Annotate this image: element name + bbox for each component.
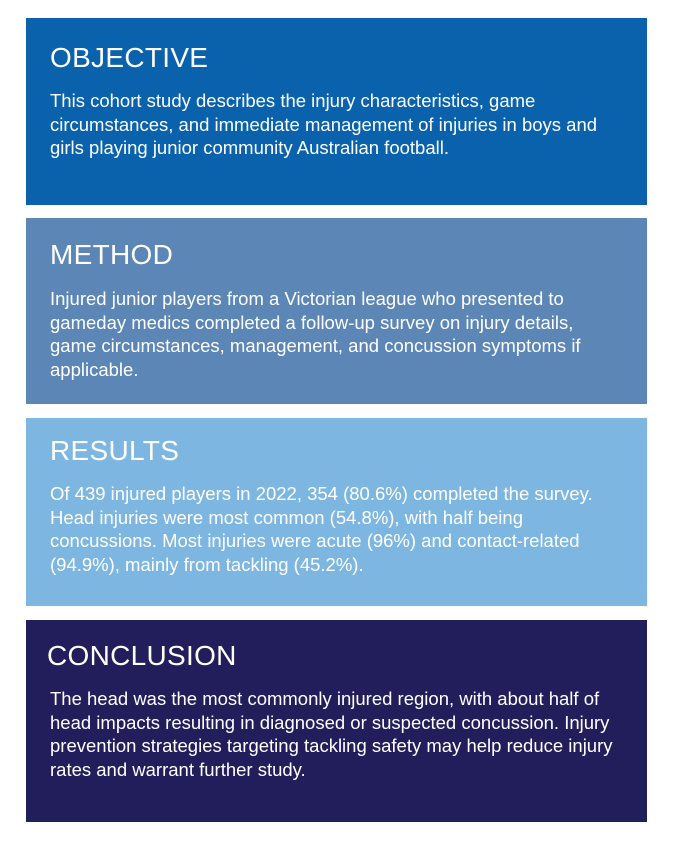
results-text: Of 439 injured players in 2022, 354 (80.6%) completed the survey. Head injuries were most common (54.8%), with half being concussions. Most injuries were acute (96%) and contact-related (94.9%), mainly from tackling (45.2%). (50, 483, 593, 575)
results-heading: RESULTS (50, 435, 180, 466)
conclusion-heading: CONCLUSION (47, 640, 237, 671)
method-text: Injured junior players from a Victorian league who presented to gameday medics completed a follow-up survey on injury details, game circumstances, management, and concussion symptoms if applicable. (50, 288, 581, 380)
objective-text: This cohort study describes the injury characteristics, game circumstances, and immediate management of injuries in boys and girls playing junior community Australian football. (50, 90, 598, 158)
objective-panel (26, 18, 647, 205)
results-panel (26, 418, 647, 606)
conclusion-panel (26, 620, 647, 822)
conclusion-text: The head was the most commonly injured region, with about half of head impacts resulting in diagnosed or suspected concussion. Injury prevention strategies targeting tackling safety may help reduce injury rates and warrant further study. (50, 688, 613, 780)
method-panel (26, 218, 647, 404)
method-heading: METHOD (50, 239, 174, 270)
objective-heading: OBJECTIVE (50, 42, 209, 73)
